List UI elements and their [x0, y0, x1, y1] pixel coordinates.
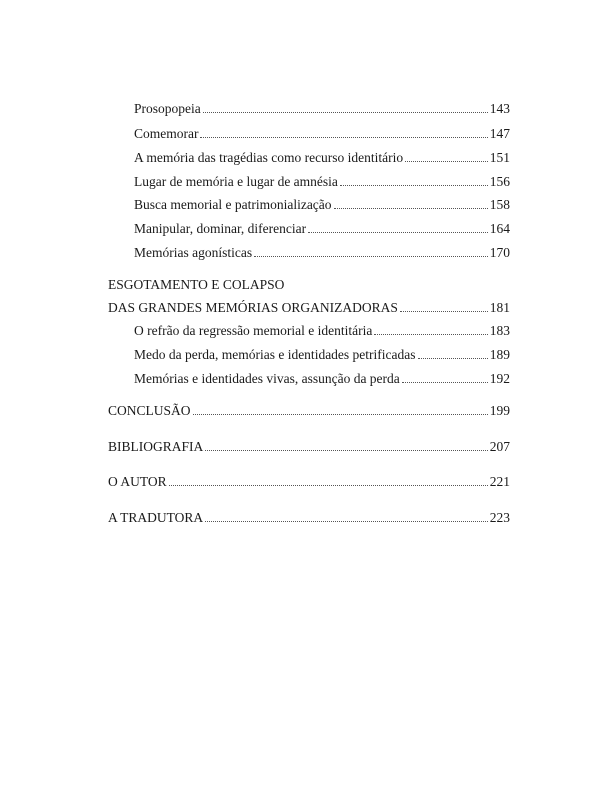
toc-entry-page: 158: [489, 197, 510, 212]
toc-entry-page: 221: [489, 474, 510, 489]
toc-entry: [134, 126, 510, 142]
dot-leader: [200, 137, 487, 138]
toc-entry-page: 181: [489, 300, 510, 315]
dot-leader: [405, 161, 488, 162]
toc-chapter: [108, 403, 510, 419]
dot-leader: [205, 521, 488, 522]
toc-entry-page: 199: [489, 403, 510, 418]
toc-entry-label: Comemorar: [134, 126, 199, 141]
toc-entry-page: 164: [489, 221, 510, 236]
toc-entry: [134, 101, 510, 117]
toc-entry-page: 192: [489, 371, 510, 386]
toc-entry-page: 147: [489, 126, 510, 141]
toc-entry-label: Prosopopeia: [134, 101, 201, 116]
dot-leader: [308, 232, 488, 233]
dot-leader: [374, 334, 487, 335]
toc-chapter-label: CONCLUSÃO: [108, 403, 191, 418]
dot-leader: [418, 358, 488, 359]
section-heading-line1: ESGOTAMENTO E COLAPSO: [108, 277, 285, 292]
toc-entry-label: Memórias e identidades vivas, assunção da perda: [134, 371, 400, 386]
toc-entry-label: Memórias agonísticas: [134, 245, 253, 260]
toc-chapter-label: O AUTOR: [108, 474, 167, 489]
toc-entry-page: 207: [489, 439, 510, 454]
toc-entry-page: 156: [489, 174, 510, 189]
toc-entry: [134, 221, 510, 237]
toc-entry-page: 223: [489, 510, 510, 525]
toc-entry-page: 151: [489, 150, 510, 165]
section-heading-line2: DAS GRANDES MEMÓRIAS ORGANIZADORAS: [108, 300, 398, 315]
dot-leader: [205, 450, 487, 451]
toc-chapter: [108, 439, 510, 455]
toc-entry-label: Manipular, dominar, diferenciar: [134, 221, 307, 236]
dot-leader: [203, 112, 488, 113]
dot-leader: [400, 311, 488, 312]
dot-leader: [334, 208, 488, 209]
toc-entry: [134, 150, 510, 166]
dot-leader: [254, 256, 488, 257]
toc-entry: [134, 174, 510, 190]
toc-entry-page: 143: [489, 101, 510, 116]
section-heading-entry: [108, 300, 510, 316]
dot-leader: [340, 185, 488, 186]
toc-entry-label: Busca memorial e patrimonialização: [134, 197, 332, 212]
dot-leader: [169, 485, 488, 486]
toc-entry-label: O refrão da regressão memorial e identitária: [134, 323, 373, 338]
toc-entry: [134, 347, 510, 363]
toc-entry-label: Medo da perda, memórias e identidades petrificadas: [134, 347, 416, 362]
toc-entry: [134, 371, 510, 387]
toc-entry-page: 170: [489, 245, 510, 260]
dot-leader: [402, 382, 488, 383]
toc-chapter: [108, 510, 510, 526]
toc-entry-label: A memória das tragédias como recurso identitário: [134, 150, 404, 165]
toc-chapter-label: A TRADUTORA: [108, 510, 204, 525]
toc-entry: [134, 197, 510, 213]
toc-entry-page: 183: [489, 323, 510, 338]
toc-entry-page: 189: [489, 347, 510, 362]
toc-entry: [134, 323, 510, 339]
toc-chapter-label: BIBLIOGRAFIA: [108, 439, 204, 454]
toc-entry-label: Lugar de memória e lugar de amnésia: [134, 174, 338, 189]
toc-entry: [134, 245, 510, 261]
toc-chapter: [108, 474, 510, 490]
dot-leader: [193, 414, 488, 415]
